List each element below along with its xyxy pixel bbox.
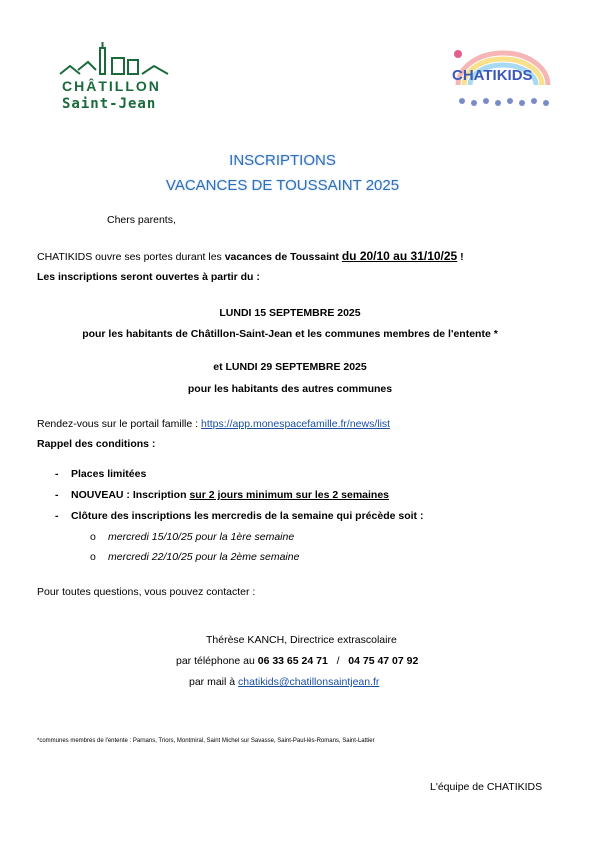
logo-line2: Saint-Jean [62, 96, 157, 112]
date1-desc: pour les habitants de Châtillon-Saint-Jean et les communes membres de l'entente * [82, 328, 498, 340]
condition-item: - Clôture des inscriptions les mercredis de la semaine qui précède soit : [55, 510, 424, 522]
phone-number-1[interactable]: 06 33 65 24 71 [257, 655, 328, 667]
intro-part4: ! [457, 251, 464, 263]
intro-line [37, 249, 464, 263]
conditions-title: Rappel des conditions : [37, 438, 156, 450]
condition-item: - NOUVEAU : Inscription sur 2 jours minimum sur les 2 semaines [55, 489, 390, 501]
phone-separator: / [336, 655, 340, 667]
portal-line [37, 418, 390, 430]
sub-item: o mercredi 22/10/25 pour la 2ème semaine [90, 551, 300, 563]
contact-phone [176, 655, 418, 667]
village-skyline-icon [58, 40, 178, 78]
portal-label: Rendez-vous sur le portail famille : [37, 418, 201, 430]
date1: LUNDI 15 SEPTEMBRE 2025 [219, 307, 361, 319]
chatikids-logo [448, 45, 558, 115]
date2: et LUNDI 29 SEPTEMBRE 2025 [213, 361, 367, 373]
intro-part2: vacances de Toussaint [224, 251, 339, 263]
mail-label: par mail à [189, 676, 239, 688]
sub-item: o mercredi 15/10/25 pour la 1ère semaine [90, 531, 295, 543]
condition-text: Places limitées [71, 468, 147, 480]
greeting: Chers parents, [107, 214, 176, 226]
footnote: *communes membres de l'entente : Parnans, Triors, Montmiral, Saint Michel sur Savasse, Saint-Paul-lès-Romans, Saint-Lattier [37, 738, 375, 744]
condition-text: NOUVEAU : Inscription [71, 489, 190, 501]
open-line: Les inscriptions seront ouvertes à partir du : [37, 271, 260, 283]
sub-item-text: mercredi 15/10/25 pour la 1ère semaine [108, 531, 295, 543]
logo-line1: CHÂTILLON [62, 78, 161, 94]
condition-text: Clôture des inscriptions les mercredis de la semaine qui précède soit : [71, 510, 424, 522]
contact-intro: Pour toutes questions, vous pouvez contacter : [37, 586, 256, 598]
contact-mail [189, 676, 379, 688]
chatillon-logo [58, 40, 178, 115]
sub-item-text: mercredi 22/10/25 pour la 2ème semaine [108, 551, 300, 563]
logo-text: CHATIKIDS [452, 67, 533, 84]
mail-link[interactable]: chatikids@chatillonsaintjean.fr [238, 676, 380, 688]
intro-part1: CHATIKIDS ouvre ses portes durant les [37, 251, 225, 263]
date2-desc: pour les habitants des autres communes [187, 383, 393, 395]
phone-number-2[interactable]: 04 75 47 07 92 [348, 655, 419, 667]
contact-name: Thérèse KANCH, Directrice extrascolaire [206, 634, 397, 646]
intro-dates: du 20/10 au 31/10/25 [341, 249, 458, 263]
phone-label: par téléphone au [176, 655, 258, 667]
portal-link[interactable]: https://app.monespacefamille.fr/news/list [201, 418, 391, 430]
title-line2: VACANCES DE TOUSSAINT 2025 [165, 177, 400, 194]
signature: L'équipe de CHATIKIDS [430, 781, 543, 793]
condition-underlined: sur 2 jours minimum sur les 2 semaines [189, 489, 390, 501]
title-line1: INSCRIPTIONS [229, 152, 336, 169]
condition-item: - Places limitées [55, 468, 147, 480]
